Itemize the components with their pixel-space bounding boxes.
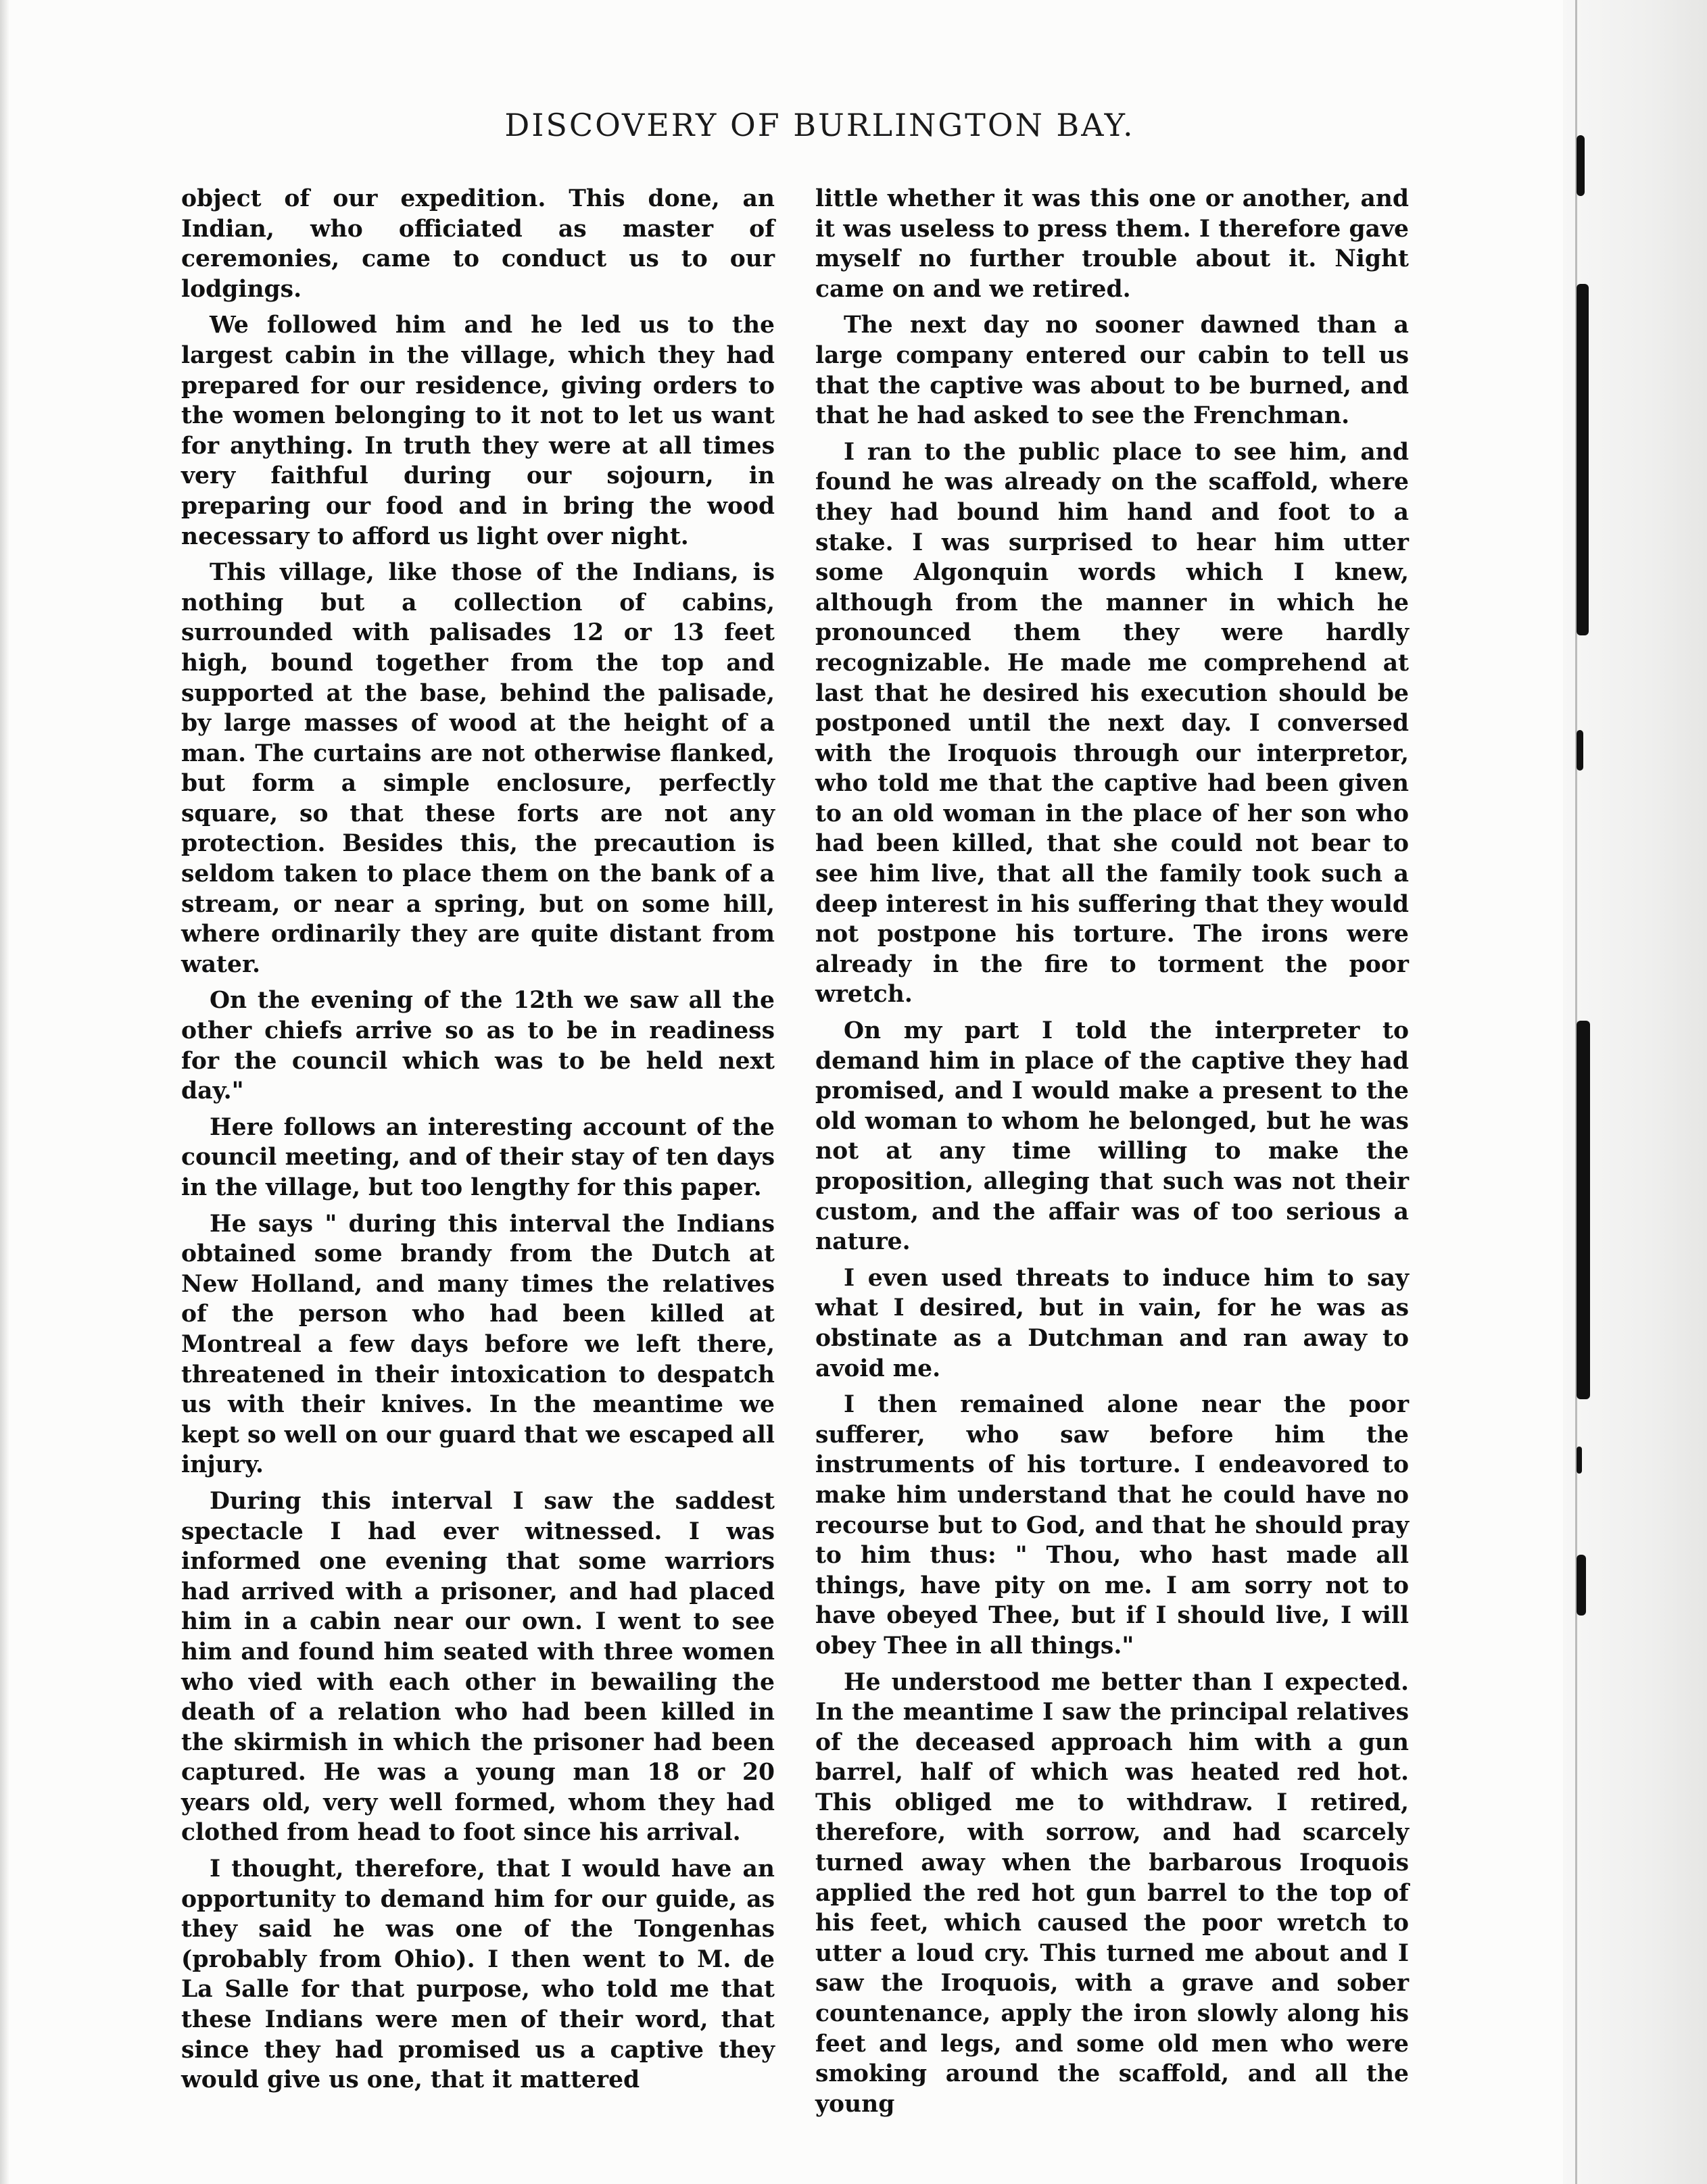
paragraph: object of our expedition. This done, an Indian, who officiated as master of ceremonies, came to conduct us to our lodgings. xyxy=(181,185,775,303)
edge-ink-mark xyxy=(1577,1555,1586,1616)
paragraph: I even used threats to induce him to say what I desired, but in vain, for he was as obstinate as a Dutchman and ran away to avoid me. xyxy=(815,1264,1409,1382)
paragraph: Here follows an interesting account of the council meeting, and of their stay of ten days in the village, but too lengthy for this paper. xyxy=(181,1113,775,1201)
left-text-column xyxy=(181,184,775,2102)
paragraph: I ran to the public place to see him, and found he was already on the scaffold, where they had bound him hand and foot to a stake. I was surprised to hear him utter some Algonquin words which I knew, although from the manner in which he pronounced them they were hardly recognizable. He made me comprehend at last that he desired his execution should be postponed until the next day. I conversed with the Iroquois through our interpretor, who told me that the captive had been given to an old woman in the place of her son who had been killed, that she could not bear to see him live, that all the family took such a deep interest in his suffering that they would not postpone his torture. The irons were already in the fire to torment the poor wretch. xyxy=(815,438,1409,1009)
paragraph: On the evening of the 12th we saw all the other chiefs arrive so as to be in readiness for the council which was to be held next day." xyxy=(181,987,775,1105)
running-title: DISCOVERY OF BURLINGTON BAY. xyxy=(504,107,1135,143)
right-text-column xyxy=(815,184,1409,2125)
edge-ink-marks xyxy=(1577,122,1597,2082)
edge-ink-mark xyxy=(1577,1447,1582,1474)
paragraph: We followed him and he led us to the largest cabin in the village, which they had prepared for our residence, giving orders to the women belonging to it not to let us want for anything. In truth they were at all times very faithful during our sojourn, in preparing our food and in bring the wood necessary to afford us light over night. xyxy=(181,312,775,550)
left-page-edge xyxy=(0,0,9,2184)
paragraph: He says " during this interval the Indians obtained some brandy from the Dutch at New Holland, and many times the relatives of the person who had been killed at Montreal a few days before we left there, threatened in their intoxication to despatch us with their knives. In the meantime we kept so well on our guard that we escaped all injury. xyxy=(181,1210,775,1479)
paragraph: I then remained alone near the poor sufferer, who saw before him the instruments of his torture. I endeavored to make him understand that he could have no recourse but to God, and that he should pray to him thus: " Thou, who hast made all things, have pity on me. I am sorry not to have obeyed Thee, but if I should live, I will obey Thee in all things." xyxy=(815,1391,1409,1659)
edge-ink-mark xyxy=(1577,135,1585,196)
paragraph: He understood me better than I expected. In the meantime I saw the principal relatives of the deceased approach him with a gun barrel, half of which was heated red hot. This obliged me to withdraw. I retired, therefore, with sorrow, and had scarcely turned away when the barbarous Iroquois applied the red hot gun barrel to the top of his feet, which caused the poor wretch to utter a loud cry. This turned me about and I saw the Iroquois, with a grave and sober countenance, apply the iron slowly along his feet and legs, and some old men who were smoking around the scaffold, and all the young xyxy=(815,1668,1409,2118)
paragraph: little whether it was this one or another, and it was useless to press them. I therefore gave myself no further trouble about it. Night came on and we retired. xyxy=(815,185,1409,303)
paragraph: I thought, therefore, that I would have an opportunity to demand him for our guide, as they said he was one of the Tongenhas (probably from Ohio). I then went to M. de La Salle for that purpose, who told me that these Indians were men of their word, that since they had promised us a captive they would give us one, that it mattered xyxy=(181,1855,775,2094)
edge-ink-mark xyxy=(1577,1021,1590,1399)
paragraph: On my part I told the interpreter to demand him in place of the captive they had promised, and I would make a present to the old woman to whom he belonged, but he was not at any time willing to make the proposition, alleging that such was not their custom, and the affair was of too serious a nature. xyxy=(815,1017,1409,1256)
paragraph: During this interval I saw the saddest spectacle I had ever witnessed. I was informed one evening that some warriors had arrived with a prisoner, and had placed him in a cabin near our own. I went to see him and found him seated with three women who vied with each other in bewailing the death of a relation who had been killed in the skirmish in which the prisoner had been captured. He was a young man 18 or 20 years old, very well formed, whom they had clothed from head to foot since his arrival. xyxy=(181,1487,775,1847)
paragraph: This village, like those of the Indians, is nothing but a collection of cabins, surrounded with palisades 12 or 13 feet high, bound together from the top and supported at the base, behind the palisade, by large masses of wood at the height of a man. The curtains are not otherwise flanked, but form a simple enclosure, perfectly square, so that these forts are not any protection. Besides this, the precaution is seldom taken to place them on the bank of a stream, or near a spring, but on some hill, where ordinarily they are quite distant from water. xyxy=(181,559,775,978)
edge-ink-mark xyxy=(1577,284,1589,635)
paragraph: The next day no sooner dawned than a large company entered our cabin to tell us that the captive was about to be burned, and that he had asked to see the Frenchman. xyxy=(815,312,1409,430)
edge-ink-mark xyxy=(1577,730,1583,771)
